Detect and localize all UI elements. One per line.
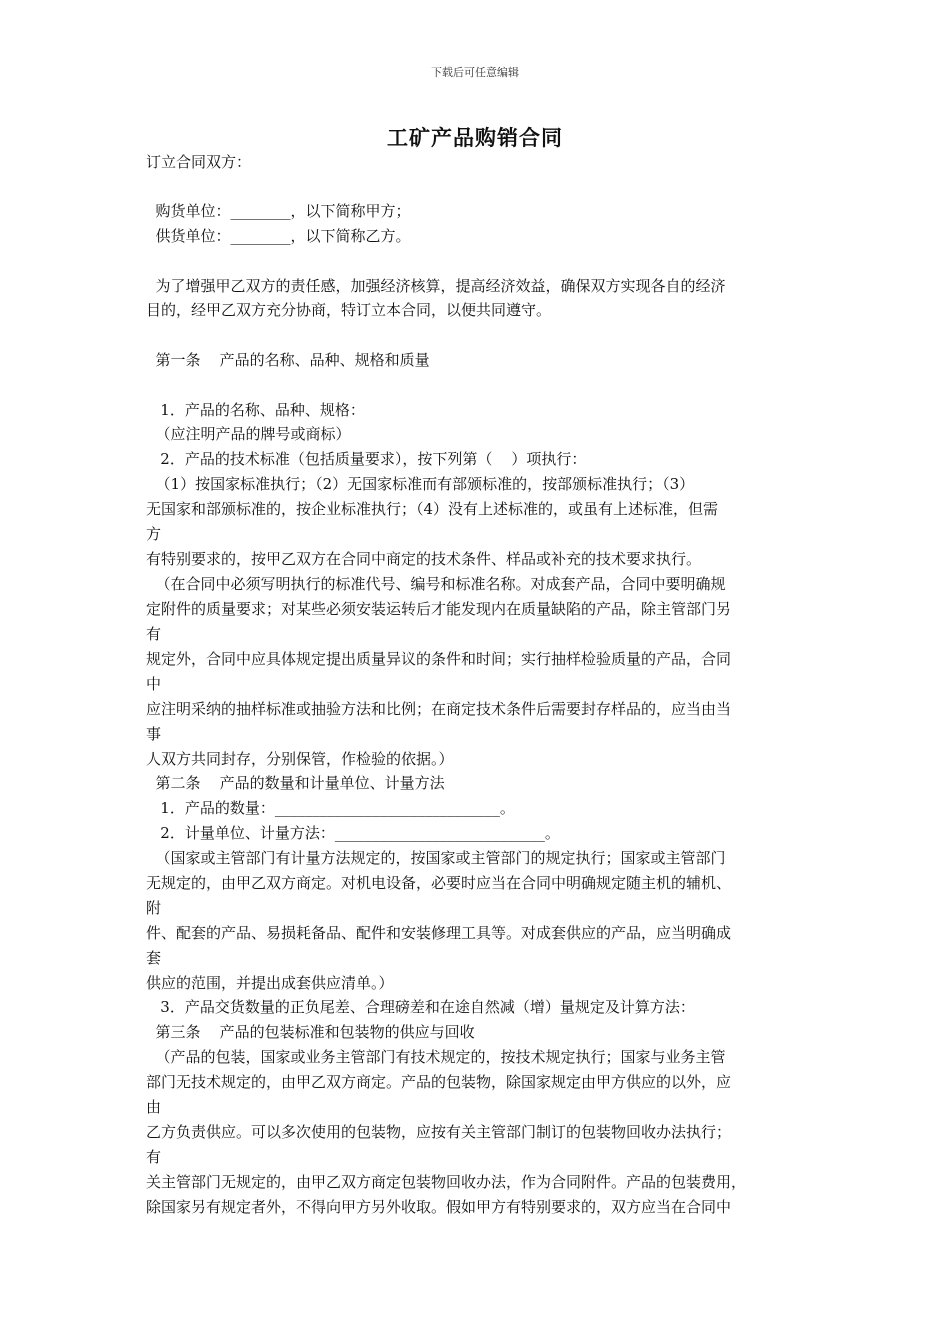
- body-line: 事: [146, 725, 162, 743]
- article-heading: 第二条 产品的数量和计量单位、计量方法: [146, 774, 445, 792]
- body-line: 无国家和部颁标准的，按企业标准执行；（4）没有上述标准的，或虽有上述标准，但需: [146, 500, 719, 518]
- body-line: 2．产品的技术标准（包括质量要求），按下列第（ ）项执行：: [146, 450, 587, 468]
- document-title: 工矿产品购销合同: [387, 125, 563, 150]
- body-line: 1．产品的名称、品种、规格：: [146, 401, 365, 419]
- body-line: 订立合同双方：: [146, 153, 252, 171]
- body-line: 无规定的，由甲乙双方商定。对机电设备，必要时应当在合同中明确规定随主机的辅机、: [146, 874, 732, 892]
- article-heading: 第三条 产品的包装标准和包装物的供应与回收: [146, 1023, 475, 1041]
- body-line: 有特别要求的，按甲乙双方在合同中商定的技术条件、样品或补充的技术要求执行。: [146, 550, 702, 568]
- body-line: 件、配套的产品、易损耗备品、配件和安装修理工具等。对成套供应的产品，应当明确成: [146, 924, 732, 942]
- body-line: 为了增强甲乙双方的责任感，加强经济核算，提高经济效益，确保双方实现各自的经济: [146, 277, 726, 295]
- body-line: 有: [146, 1148, 162, 1166]
- body-line: 2．计量单位、计量方法：____________________________。: [146, 824, 560, 842]
- body-line: 附: [146, 899, 162, 917]
- body-line: 定附件的质量要求；对某些必须安装运转后才能发现内在质量缺陷的产品，除主管部门另: [146, 600, 732, 618]
- body-line: （1）按国家标准执行；（2）无国家标准而有部颁标准的，按部颁标准执行；（3）: [146, 475, 695, 493]
- body-line: 中: [146, 675, 162, 693]
- body-line: 3．产品交货数量的正负尾差、合理磅差和在途自然减（增）量规定及计算方法：: [146, 998, 695, 1016]
- body-line: 供货单位：________，以下简称乙方。: [146, 227, 411, 245]
- body-line: 供应的范围，并提出成套供应清单。）: [146, 974, 394, 992]
- body-line: （应注明产品的牌号或商标）: [146, 425, 351, 443]
- body-line: （产品的包装，国家或业务主管部门有技术规定的，按技术规定执行；国家与业务主管: [146, 1048, 726, 1066]
- body-line: 购货单位：________，以下简称甲方；: [146, 202, 411, 220]
- header-note: 下载后可任意编辑: [431, 66, 519, 79]
- body-line: 方: [146, 525, 162, 543]
- body-line: （在合同中必须写明执行的标准代号、编号和标准名称。对成套产品，合同中要明确规: [146, 575, 726, 593]
- body-line: 人双方共同封存，分别保管，作检验的依据。）: [146, 750, 454, 768]
- body-line: 套: [146, 949, 162, 967]
- body-line: 除国家另有规定者外，不得向甲方另外收取。假如甲方有特别要求的，双方应当在合同中: [146, 1198, 732, 1216]
- body-line: 部门无技术规定的，由甲乙双方商定。产品的包装物，除国家规定由甲方供应的以外，应: [146, 1073, 732, 1091]
- body-line: （国家或主管部门有计量方法规定的，按国家或主管部门的规定执行；国家或主管部门: [146, 849, 726, 867]
- body-line: 乙方负责供应。可以多次使用的包装物，应按有关主管部门制订的包装物回收办法执行；: [146, 1123, 732, 1141]
- body-line: 由: [146, 1098, 162, 1116]
- body-line: 应注明采纳的抽样标准或抽验方法和比例；在商定技术条件后需要封存样品的，应当由当: [146, 700, 732, 718]
- body-line: 目的，经甲乙双方充分协商，特订立本合同，以便共同遵守。: [146, 301, 552, 319]
- body-line: 关主管部门无规定的，由甲乙双方商定包装物回收办法，作为合同附件。产品的包装费用，: [146, 1173, 747, 1191]
- body-line: 1．产品的数量：______________________________。: [146, 799, 515, 817]
- body-line: 规定外，合同中应具体规定提出质量异议的条件和时间；实行抽样检验质量的产品，合同: [146, 650, 732, 668]
- body-line: 有: [146, 625, 162, 643]
- article-heading: 第一条 产品的名称、品种、规格和质量: [146, 351, 430, 369]
